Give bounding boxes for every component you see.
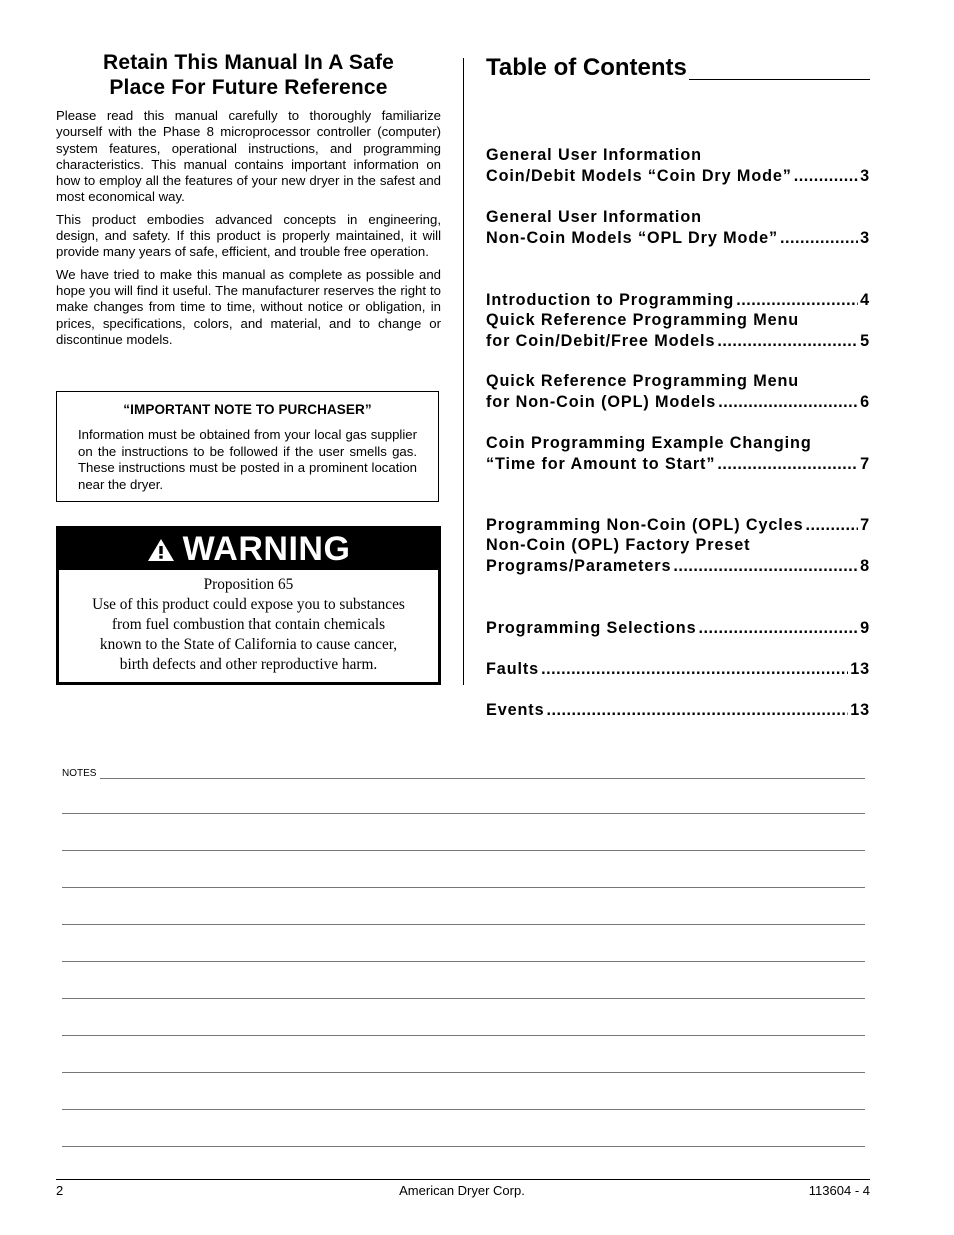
toc-dot-leader (736, 290, 858, 311)
retain-heading-line1: Retain This Manual In A Safe (102, 51, 395, 74)
note-line (62, 1109, 865, 1110)
toc-entry-label: for Non-Coin (OPL) Models (486, 393, 717, 411)
note-line (62, 961, 865, 962)
footer-doc-number: 113604 - 4 (808, 1183, 870, 1198)
toc-page-number: 13 (850, 660, 870, 678)
toc-page-number: 7 (860, 516, 870, 534)
toc-entry (486, 433, 870, 475)
toc-page-number: 3 (860, 167, 870, 185)
toc-entry-label: Events (486, 701, 545, 719)
proposition-title: Proposition 65 (203, 576, 294, 593)
important-note-box (56, 391, 439, 502)
toc-heading (486, 52, 870, 82)
toc-entry (486, 371, 870, 413)
toc-page-number: 4 (860, 291, 870, 309)
note-line (62, 850, 865, 851)
toc-entry-title: General User Information (486, 146, 702, 164)
toc-dot-leader (717, 331, 858, 352)
toc-dot-leader (806, 515, 859, 536)
footer-company: American Dryer Corp. (399, 1183, 525, 1198)
toc-entry (486, 659, 870, 680)
toc-entry-line (486, 618, 870, 639)
toc-entry-line (486, 331, 870, 352)
warning-header (59, 529, 438, 570)
toc-page-number: 13 (850, 701, 870, 719)
toc-entry (486, 207, 870, 249)
toc-entry (486, 618, 870, 639)
warning-line-3: known to the State of California to cause cancer, (99, 636, 398, 653)
toc-page-number: 9 (860, 619, 870, 637)
warning-text (59, 575, 438, 675)
toc-column (486, 52, 870, 719)
toc-heading-rule (689, 79, 870, 80)
footer-rule (56, 1179, 870, 1180)
toc-entry-label: Faults (486, 660, 540, 678)
retain-manual-heading (56, 50, 441, 100)
toc-entry-label: Programming Non-Coin (OPL) Cycles (486, 516, 804, 534)
note-line (62, 887, 865, 888)
intro-column (56, 50, 441, 354)
retain-heading-line2: Place For Future Reference (109, 76, 388, 99)
toc-entry (486, 515, 870, 536)
toc-page-number: 5 (860, 332, 870, 350)
notes-first-line (62, 766, 865, 779)
toc-entry-line (486, 392, 870, 413)
toc-dot-leader (673, 556, 858, 577)
toc-entry-line (486, 515, 870, 536)
intro-paragraph-2: This product embodies advanced concepts in engineering, design, and safety. If this product is properly maintained, it will provide many years of safe, efficient, and trouble free operation. (56, 211, 441, 260)
toc-entry (486, 535, 870, 577)
toc-entry-line (486, 659, 870, 680)
toc-entry-label: Coin/Debit Models “Coin Dry Mode” (486, 167, 792, 185)
note-line (62, 1072, 865, 1073)
toc-page-number: 8 (860, 557, 870, 575)
note-line (62, 924, 865, 925)
toc-entry-line (486, 700, 870, 721)
toc-entry-label: “Time for Amount to Start” (486, 455, 716, 473)
intro-paragraph-3: We have tried to make this manual as complete as possible and hope you will find it useful. The manufacturer reserves the right to make changes from time to time, without notice or obligation, in prices, specifications, colors, and material, and to change or discontinue models. (56, 266, 441, 347)
toc-entry-line (486, 454, 870, 475)
toc-dot-leader (780, 228, 858, 249)
toc-dot-leader (699, 618, 859, 639)
footer-page-number: 2 (56, 1183, 64, 1198)
note-line (62, 1146, 865, 1147)
intro-paragraph-1: Please read this manual carefully to thoroughly familiarize yourself with the Phase 8 microprocessor controller (computer) system features, operational instructions, and programming characteristics. This manual contains important information on how to employ all the features of your new dryer in the safest and most economical way. (56, 108, 441, 205)
warning-line-4: birth defects and other reproductive harm. (119, 656, 378, 673)
toc-entry (486, 310, 870, 352)
toc-dot-leader (718, 392, 858, 413)
toc-page-number: 3 (860, 229, 870, 247)
important-note-title: “IMPORTANT NOTE TO PURCHASER” (123, 402, 372, 417)
toc-entry-line (486, 290, 870, 311)
warning-box (56, 526, 441, 685)
toc-entry-title: Quick Reference Programming Menu (486, 372, 800, 390)
column-divider (463, 58, 464, 685)
toc-dot-leader (541, 659, 848, 680)
warning-line-1: Use of this product could expose you to substances (92, 596, 405, 613)
notes-rule (100, 778, 865, 779)
toc-entry-title: Quick Reference Programming Menu (486, 311, 800, 329)
toc-entry (486, 700, 870, 721)
toc-entry-title: General User Information (486, 208, 702, 226)
warning-triangle-icon (147, 538, 175, 562)
toc-entry-line (486, 228, 870, 249)
toc-entry-line (486, 556, 870, 577)
toc-entry-title: Non-Coin (OPL) Factory Preset (486, 536, 751, 554)
toc-entry-line (486, 166, 870, 187)
warning-label: WARNING (182, 530, 351, 568)
notes-area (62, 766, 865, 779)
toc-entry (486, 145, 870, 187)
note-line (62, 813, 865, 814)
toc-dot-leader (546, 700, 848, 721)
toc-dot-leader (794, 166, 858, 187)
toc-entry-label: Non-Coin Models “OPL Dry Mode” (486, 229, 778, 247)
toc-page-number: 6 (860, 393, 870, 411)
toc-page-number: 7 (860, 455, 870, 473)
toc-entry-label: Programs/Parameters (486, 557, 672, 575)
note-line (62, 1035, 865, 1036)
toc-heading-text: Table of Contents (486, 54, 687, 81)
notes-label: NOTES (62, 768, 97, 779)
toc-dot-leader (717, 454, 858, 475)
toc-entry (486, 290, 870, 311)
note-line (62, 998, 865, 999)
toc-entry-label: Introduction to Programming (486, 291, 735, 309)
toc-entry-label: for Coin/Debit/Free Models (486, 332, 716, 350)
warning-line-2: from fuel combustion that contain chemicals (111, 616, 386, 633)
important-note-text: Information must be obtained from your local gas supplier on the instructions to be followed if the user smells gas. These instructions must be posted in a prominent location near the dryer. (78, 427, 417, 492)
toc-entry-title: Coin Programming Example Changing (486, 434, 812, 452)
toc-entry-label: Programming Selections (486, 619, 697, 637)
